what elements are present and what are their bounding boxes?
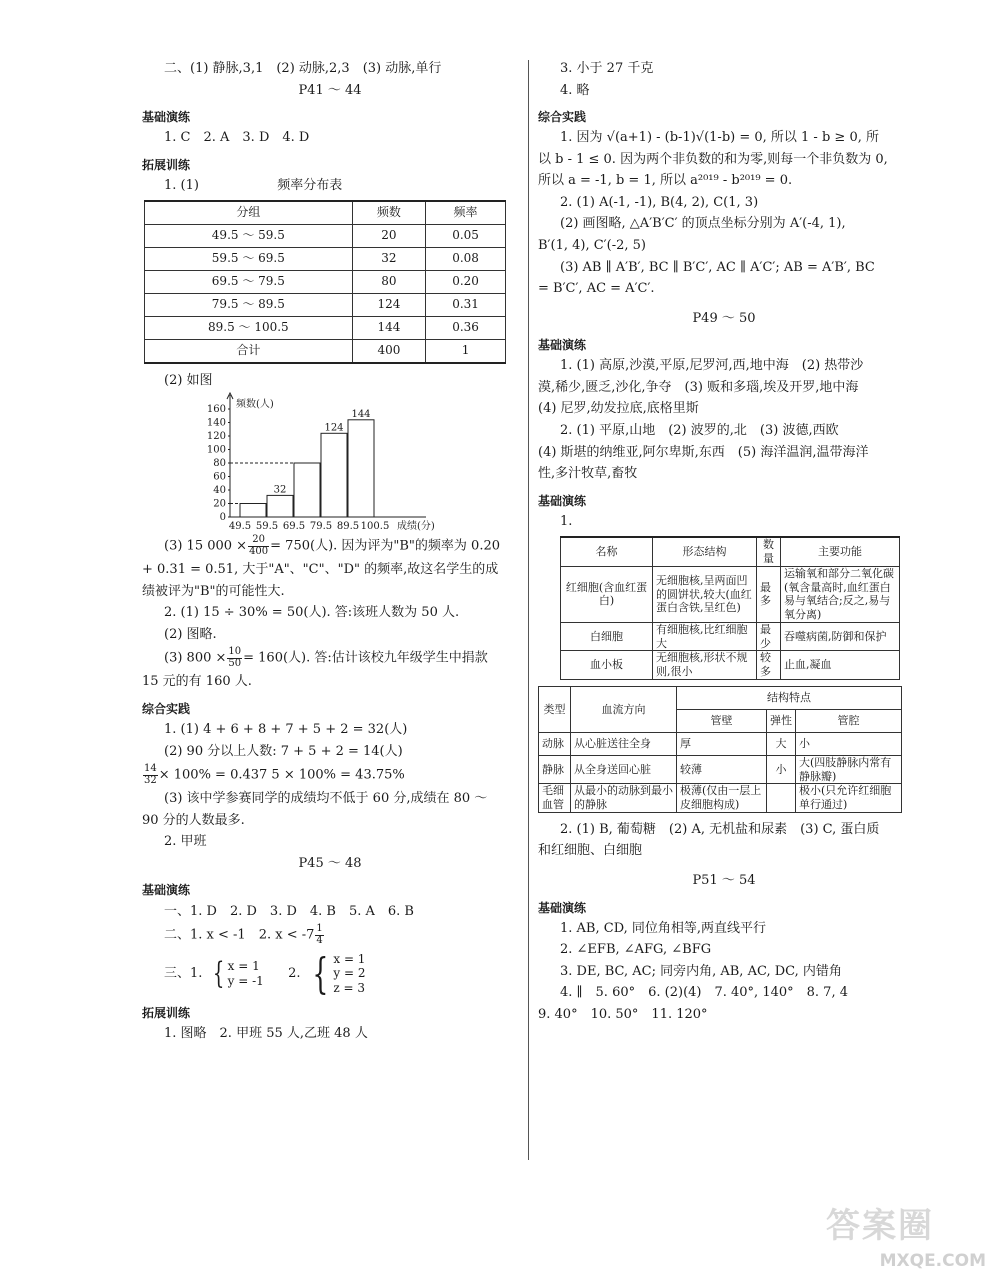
answer-line: 一、1. D 2. D 3. D 4. B 5. A 6. B: [164, 903, 414, 919]
table-header-row: [145, 201, 506, 225]
fraction: [315, 924, 323, 946]
table-row: [145, 224, 506, 247]
page-range-heading: P45 ～ 48: [298, 855, 362, 871]
table-header-row: [539, 686, 902, 709]
answer-line: [142, 762, 518, 788]
page-range-heading: P41 ～ 44: [298, 82, 362, 98]
y-tick-label: 80: [213, 458, 226, 470]
histogram-bar: [294, 463, 320, 517]
answer-line: + 0.31 = 0.51, 大于"A"、"C"、"D" 的频率,故这名学生的成: [142, 562, 499, 578]
answer-line: 90 分的人数最多.: [142, 812, 245, 828]
table-cell: 0.36: [426, 316, 506, 339]
table-cell: 较多: [757, 651, 781, 680]
table-cell: 59.5 ～ 69.5: [145, 247, 353, 270]
table-title: 频率分布表: [277, 178, 343, 194]
histogram-bar: [267, 496, 293, 518]
table-cell: 动脉: [539, 732, 571, 755]
text-span: 2.: [288, 966, 301, 982]
text-span: (3) 800 ×: [164, 650, 227, 666]
answer-line: (2) 画图略, △A′B′C′ 的顶点坐标分别为 A′(-4, 1),: [560, 216, 846, 232]
answer-line: 性,多汁牧草,畜牧: [538, 466, 638, 482]
answer-line: 1. (1) 高原,沙漠,平原,尼罗河,西,地中海 (2) 热带沙: [560, 358, 864, 374]
answer-line: 2. (1) 15 ÷ 30% = 50(人). 答:该班人数为 50 人.: [164, 605, 460, 621]
section-heading: 拓展训练: [142, 157, 191, 172]
section-heading: 基础演练: [538, 338, 587, 353]
system-equation: x = 1: [227, 959, 260, 974]
fraction: [143, 764, 158, 786]
y-tick-label: 0: [219, 512, 226, 524]
table-row: [539, 755, 902, 784]
x-tick-label: 100.5: [360, 521, 390, 533]
answer-line: = B′C′, AC = A′C′.: [538, 281, 655, 297]
system-equation: y = 2: [333, 966, 366, 981]
answer-line: 1.: [560, 513, 573, 529]
equation-system: [209, 955, 264, 991]
column-divider: [528, 60, 529, 1160]
system-equation: x = 1: [333, 952, 366, 967]
fraction-numerator: 1: [316, 923, 323, 935]
histogram-chart: [142, 393, 435, 533]
answer-line: 2. ∠EFB, ∠AFG, ∠BFG: [560, 942, 712, 958]
answer-line: (2) 图略.: [164, 626, 217, 642]
table-cell: 0.05: [426, 224, 506, 247]
table-row: [145, 316, 506, 339]
answer-line: 3. 小于 27 千克: [560, 61, 654, 76]
table-header-row: [561, 537, 900, 566]
table-row: [145, 247, 506, 270]
table-header-cell: 主要功能: [781, 537, 900, 566]
section-heading: 基础演练: [142, 883, 191, 898]
answer-line: (2) 90 分以上人数: 7 + 5 + 2 = 14(人): [164, 743, 403, 759]
answer-line: 2. (1) A(-1, -1), B(4, 2), C(1, 3): [560, 194, 759, 210]
table-row: [539, 732, 902, 755]
table-cell: 白细胞: [561, 622, 653, 651]
fraction-denominator: 400: [249, 545, 269, 557]
section-heading: 综合实践: [538, 110, 587, 125]
system-equation: y = -1: [227, 973, 264, 988]
table-cell: 极小(只允许红细胞单行通过): [796, 784, 902, 813]
table-cell: 1: [426, 339, 506, 363]
table-row: [145, 270, 506, 293]
x-tick-label: 89.5: [336, 521, 360, 533]
table-cell: 小: [767, 755, 796, 784]
y-tick-label: 60: [213, 471, 226, 483]
section-heading: 基础演练: [538, 493, 587, 508]
equation-systems-line: [142, 948, 518, 997]
bar-value-label: 144: [351, 408, 371, 420]
table-row: [145, 293, 506, 316]
table-cell: 最多: [757, 566, 781, 622]
text-span: 二、1. x < -1 2. x < -7: [164, 927, 315, 943]
blood-vessels-table: [538, 686, 902, 813]
table-cell: 400: [352, 339, 425, 363]
brace-icon: {: [212, 955, 224, 991]
table-cell: 极薄(仅由一层上皮细胞构成): [677, 784, 767, 813]
text-span: 三、1.: [164, 966, 203, 982]
blood-cells-table: [560, 536, 900, 680]
section-heading: 基础演练: [142, 110, 191, 125]
answer-line: [142, 533, 518, 559]
table-header-cell: 管壁: [677, 709, 767, 732]
table-cell: 从最小的动脉到最小的静脉: [571, 784, 677, 813]
table-row: [539, 784, 902, 813]
table-cell: 运输氧和部分二氧化碳(氧含量高时,血红蛋白易与氧结合;反之,易与氧分离): [781, 566, 900, 622]
table-header-cell: 结构特点: [677, 686, 902, 709]
table-cell: 20: [352, 224, 425, 247]
answer-line: (2) 如图: [164, 372, 213, 388]
x-tick-label: 79.5: [309, 521, 333, 533]
fraction-denominator: 32: [144, 774, 157, 786]
answer-line: 2. 甲班: [164, 834, 207, 850]
answer-line: (3) 该中学参赛同学的成绩均不低于 60 分,成绩在 80 ～: [164, 791, 488, 807]
system-equation: z = 3: [333, 980, 365, 995]
table-cell: 0.31: [426, 293, 506, 316]
section-heading: 拓展训练: [142, 1006, 191, 1021]
table-cell: 红细胞(含血红蛋白): [561, 566, 653, 622]
answer-line: [142, 922, 518, 948]
table-row: [561, 651, 900, 680]
table-cell: 厚: [677, 732, 767, 755]
answer-line: [142, 645, 518, 671]
y-tick-label: 100: [206, 444, 226, 456]
table-cell: 静脉: [539, 755, 571, 784]
table-cell: 89.5 ～ 100.5: [145, 316, 353, 339]
table-header-cell: 频率: [426, 201, 506, 225]
answer-line: 1. C 2. A 3. D 4. D: [164, 130, 310, 146]
answer-line: 4. 略: [560, 82, 590, 98]
answer-line: 1. 因为 √(a+1) - (b-1)√(1-b) = 0, 所以 1 - b ≥ 0, 所: [560, 130, 879, 146]
table-cell: 0.08: [426, 247, 506, 270]
fraction: [227, 647, 242, 669]
text-span: × 100% = 0.437 5 × 100% = 43.75%: [158, 767, 405, 783]
answer-line: 所以 a = -1, b = 1, 所以 a²⁰¹⁹ - b²⁰¹⁹ = 0.: [538, 173, 793, 189]
table-cell: 79.5 ～ 89.5: [145, 293, 353, 316]
table-header-cell: 数量: [757, 537, 781, 566]
table-row: [561, 566, 900, 622]
table-cell: 小: [796, 732, 902, 755]
answer-line: B′(1, 4), C′(-2, 5): [538, 238, 646, 254]
text-span: = 160(人). 答:估计该校九年级学生中捐款: [243, 650, 488, 666]
histogram-bar: [240, 504, 266, 518]
text-span: (3) 15 000 ×: [164, 538, 248, 554]
table-cell: 0.20: [426, 270, 506, 293]
section-heading: 基础演练: [538, 900, 587, 915]
watermark-logo: [826, 1204, 992, 1278]
x-axis-label: 成绩(分): [397, 521, 435, 533]
answer-line: 绩被评为"B"的可能性大.: [142, 583, 285, 599]
question-label: 1. (1): [164, 178, 199, 194]
equation-system: [307, 948, 366, 998]
table-header-cell: 频数: [352, 201, 425, 225]
table-header-cell: 类型: [539, 686, 571, 732]
answer-line: 1. (1) 4 + 6 + 8 + 7 + 5 + 2 = 32(人): [164, 722, 408, 738]
page-range-heading: P49 ～ 50: [692, 310, 756, 326]
answer-line: 漠,稀少,匮乏,沙化,争夺 (3) 贩和多瑙,埃及开罗,地中海: [538, 379, 859, 395]
answer-line: 3. DE, BC, AC; 同旁内角, AB, AC, DC, 内错角: [560, 963, 842, 979]
table-cell: [767, 784, 796, 813]
answer-line: 2. (1) B, 葡萄糖 (2) A, 无机盐和尿素 (3) C, 蛋白质: [560, 821, 880, 837]
y-tick-label: 40: [213, 485, 226, 497]
histogram-bar: [321, 433, 347, 517]
y-tick-label: 120: [206, 431, 226, 443]
table-cell: 有细胞核,比红细胞大: [653, 622, 757, 651]
answer-line: 1. 图略 2. 甲班 55 人,乙班 48 人: [164, 1026, 368, 1042]
answer-line: 1. AB, CD, 同位角相等,两直线平行: [560, 920, 767, 936]
text-span: = 750(人). 因为评为"B"的频率为 0.20: [270, 538, 500, 554]
table-cell: 从心脏送往全身: [571, 732, 677, 755]
table-cell: 最少: [757, 622, 781, 651]
answer-line: 以 b - 1 ≤ 0. 因为两个非负数的和为零,则每一个非负数为 0,: [538, 151, 888, 167]
x-tick-label: 59.5: [255, 521, 279, 533]
y-axis-label: 频数(人): [236, 399, 274, 411]
brace-icon: {: [311, 948, 329, 998]
bar-value-label: 32: [273, 484, 287, 496]
watermark-text: 答案圈: [826, 1206, 934, 1246]
table-cell: 无细胞核,呈两面凹的圆饼状,较大(血红蛋白含铁,呈红色): [653, 566, 757, 622]
table-cell: 32: [352, 247, 425, 270]
table-header-cell: 弹性: [767, 709, 796, 732]
table-header-cell: 形态结构: [653, 537, 757, 566]
table-cell: 止血,凝血: [781, 651, 900, 680]
answer-line: (3) AB ∥ A′B′, BC ∥ B′C′, AC ∥ A′C′; AB = A′B′, BC: [560, 259, 875, 275]
answer-line: 4. ∥ 5. 60° 6. (2)(4) 7. 40°, 140° 8. 7, 4: [560, 985, 848, 1001]
answer-line: 15 元的有 160 人.: [142, 674, 252, 690]
fraction: [248, 535, 269, 557]
answer-line: 2. (1) 平原,山地 (2) 波罗的,北 (3) 波德,西欧: [560, 423, 839, 439]
bar-value-label: 124: [324, 422, 344, 434]
x-tick-label: 49.5: [228, 521, 252, 533]
watermark-url: MXQE.COM: [879, 1250, 986, 1271]
table-caption-line: [142, 175, 518, 197]
table-cell: 69.5 ～ 79.5: [145, 270, 353, 293]
histogram-bar: [348, 420, 374, 517]
table-cell: 80: [352, 270, 425, 293]
y-tick-label: 160: [206, 404, 226, 416]
right-column: [538, 58, 910, 1025]
table-header-cell: 血流方向: [571, 686, 677, 732]
table-cell: 较薄: [677, 755, 767, 784]
table-cell: 124: [352, 293, 425, 316]
table-cell: 大(四肢静脉内常有静脉瓣): [796, 755, 902, 784]
fraction-numerator: 20: [248, 535, 269, 547]
table-cell: 无细胞核,形状不规则,很小: [653, 651, 757, 680]
section-heading: 综合实践: [142, 701, 191, 716]
table-header-cell: 管腔: [796, 709, 902, 732]
table-header-cell: 名称: [561, 537, 653, 566]
answer-line: (4) 斯堪的纳维亚,阿尔卑斯,东西 (5) 海洋温润,温带海洋: [538, 444, 869, 460]
x-tick-label: 69.5: [282, 521, 306, 533]
table-cell: 49.5 ～ 59.5: [145, 224, 353, 247]
fraction-numerator: 10: [228, 646, 242, 658]
y-tick-label: 140: [206, 417, 226, 429]
frequency-table: [144, 200, 506, 364]
table-row: [145, 339, 506, 363]
table-cell: 从全身送回心脏: [571, 755, 677, 784]
answer-line: 9. 40° 10. 50° 11. 120°: [538, 1006, 708, 1022]
page-range-heading: P51 ～ 54: [692, 873, 756, 888]
table-cell: 大: [767, 732, 796, 755]
y-tick-label: 20: [213, 498, 226, 510]
table-cell: 毛细血管: [539, 784, 571, 813]
fraction-denominator: 50: [228, 657, 242, 669]
table-row: [561, 622, 900, 651]
table-cell: 血小板: [561, 651, 653, 680]
answer-line: (4) 尼罗,幼发拉底,底格里斯: [538, 401, 699, 417]
fraction-numerator: 14: [144, 763, 157, 775]
fraction-denominator: 4: [316, 934, 323, 946]
table-cell: 合计: [145, 339, 353, 363]
answer-line: 和红细胞、白细胞: [538, 843, 643, 859]
table-cell: 吞噬病菌,防御和保护: [781, 622, 900, 651]
left-column: [142, 58, 518, 1045]
table-cell: 144: [352, 316, 425, 339]
answer-line: 二、(1) 静脉,3,1 (2) 动脉,2,3 (3) 动脉,单行: [164, 61, 442, 76]
table-header-cell: 分组: [145, 201, 353, 225]
